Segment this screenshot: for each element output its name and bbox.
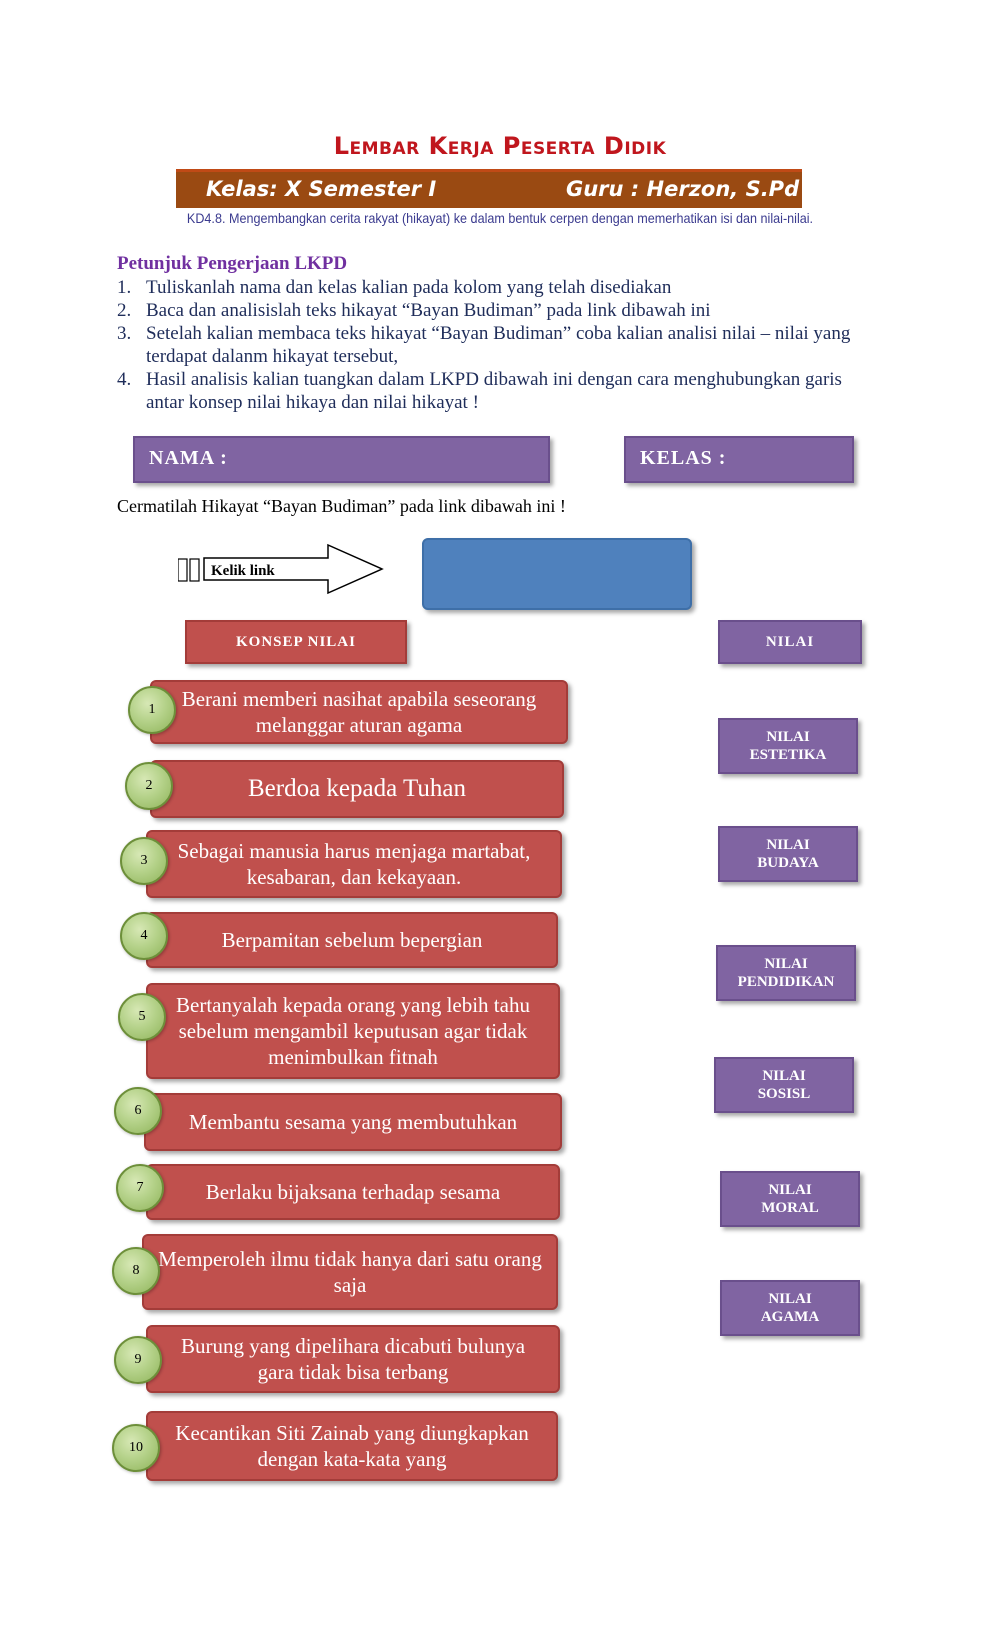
konsep-card[interactable]: Berani memberi nasihat apabila seseorang melanggar aturan agama (150, 680, 568, 744)
nilai-pendidikan[interactable]: NILAI PENDIDIKAN (716, 945, 856, 1001)
number-badge: 1 (128, 686, 176, 734)
konsep-card[interactable]: Berlaku bijaksana terhadap sesama (146, 1164, 560, 1220)
konsep-card[interactable]: Burung yang dipelihara dicabuti bulunya gara tidak bisa terbang (146, 1325, 560, 1393)
guru-label: Guru : Herzon, S.Pd (566, 177, 800, 201)
number-badge: 8 (112, 1247, 160, 1295)
konsep-card[interactable]: Sebagai manusia harus menjaga martabat, kesabaran, dan kekayaan. (146, 830, 562, 898)
header-bar (176, 169, 802, 208)
step-item: 3. Setelah kalian membaca teks hikayat “Bayan Budiman” coba kalian analisi nilai – nilai yang terdapat dalanm hikayat tersebut, (117, 323, 851, 367)
step-item: 1. Tuliskanlah nama dan kelas kalian pada kolom yang telah disediakan (117, 277, 672, 298)
nilai-header: NILAI (718, 620, 862, 664)
konsep-card[interactable]: Berdoa kepada Tuhan (150, 760, 564, 818)
number-badge: 3 (120, 837, 168, 885)
konsep-card[interactable]: Bertanyalah kepada orang yang lebih tahu sebelum mengambil keputusan agar tidak menimbulkan fitnah (146, 983, 560, 1079)
nama-field[interactable] (133, 436, 550, 483)
number-badge: 7 (116, 1164, 164, 1212)
nilai-budaya[interactable]: NILAI BUDAYA (718, 826, 858, 882)
nilai-sosisl[interactable]: NILAI SOSISL (714, 1057, 854, 1113)
kompetensi-dasar: KD4.8. Mengembangkan cerita rakyat (hikayat) ke dalam bentuk cerpen dengan memerhatikan isi dan nilai-nilai. (186, 210, 814, 226)
nilai-agama[interactable]: NILAI AGAMA (720, 1280, 860, 1336)
petunjuk-steps (117, 276, 877, 414)
konsep-nilai-header: KONSEP NILAI (185, 620, 407, 664)
konsep-card[interactable]: Memperoleh ilmu tidak hanya dari satu orang saja (142, 1234, 558, 1310)
number-badge: 2 (125, 762, 173, 810)
nilai-estetika[interactable]: NILAI ESTETIKA (718, 718, 858, 774)
step-item: 4. Hasil analisis kalian tuangkan dalam LKPD dibawah ini dengan cara menghubungkan garis antar konsep nilai hikaya dan nilai hikayat ! (117, 369, 842, 413)
konsep-card[interactable]: Membantu sesama yang membutuhkan (144, 1093, 562, 1151)
kelas-semester-label: Kelas: X Semester I (206, 177, 437, 201)
link-label: Kelik link (211, 563, 275, 579)
number-badge: 9 (114, 1336, 162, 1384)
number-badge: 10 (112, 1424, 160, 1472)
konsep-card[interactable]: Berpamitan sebelum bepergian (146, 912, 558, 968)
step-item: 2. Baca dan analisislah teks hikayat “Bayan Budiman” pada link dibawah ini (117, 300, 711, 321)
konsep-card[interactable]: Kecantikan Siti Zainab yang diungkapkan dengan kata-kata yang (146, 1411, 558, 1481)
nama-label: NAMA : (149, 447, 228, 469)
instruction-text: Cermatilah Hikayat “Bayan Budiman” pada link dibawah ini ! (117, 496, 566, 516)
number-badge: 6 (114, 1087, 162, 1135)
page-title: Lembar Kerja Peserta Didik (333, 132, 667, 160)
kelas-label: KELAS : (640, 447, 727, 469)
kelas-field[interactable] (624, 436, 854, 483)
petunjuk-title: Petunjuk Pengerjaan LKPD (117, 253, 348, 274)
nilai-moral[interactable]: NILAI MORAL (720, 1171, 860, 1227)
hikayat-link-button[interactable] (422, 538, 692, 610)
number-badge: 4 (120, 912, 168, 960)
number-badge: 5 (118, 993, 166, 1041)
link-arrow-icon (178, 543, 388, 595)
